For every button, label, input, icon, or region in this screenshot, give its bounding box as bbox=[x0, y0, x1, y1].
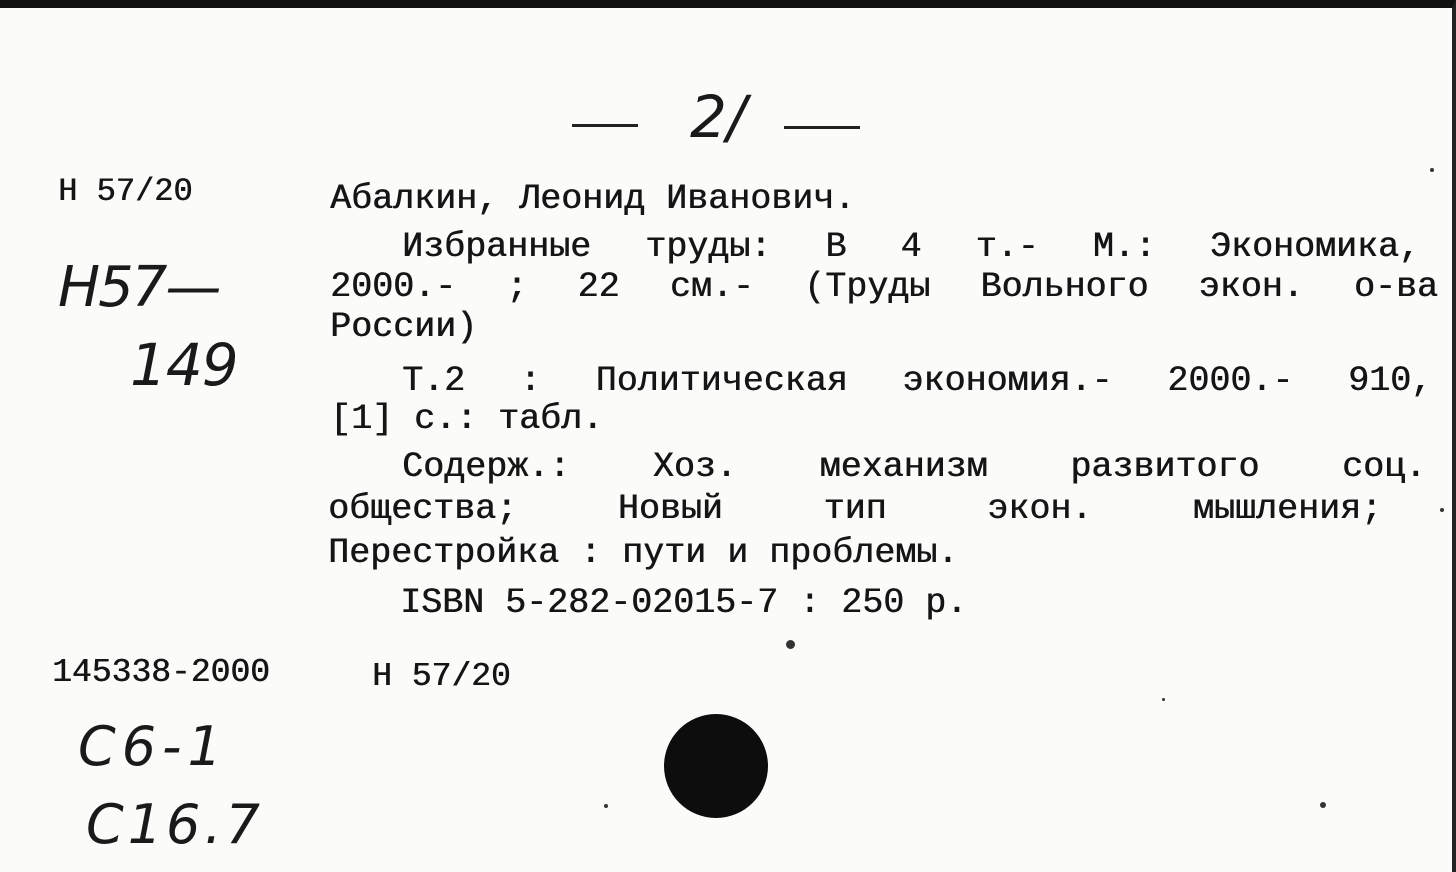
volume-word: 910, bbox=[1347, 361, 1432, 401]
scan-speck bbox=[1320, 802, 1326, 808]
volume-line-2: [1] с.: табл. bbox=[330, 399, 604, 439]
title-line-3: России) bbox=[330, 307, 478, 347]
contents-word: развитого bbox=[1070, 447, 1260, 487]
volume-word: 2000.- bbox=[1167, 361, 1294, 401]
title-word: труды: bbox=[645, 227, 772, 267]
title-word: ; bbox=[506, 267, 528, 307]
title-word: 2000.- bbox=[330, 267, 457, 307]
title-word: см.- bbox=[669, 267, 754, 307]
shelfmark: Н 57/20 bbox=[58, 173, 193, 210]
punch-hole bbox=[664, 714, 768, 818]
handwritten-note-2: С16.7 bbox=[86, 793, 264, 856]
volume-word: Политическая bbox=[595, 361, 848, 401]
contents-word: Новый bbox=[617, 489, 723, 529]
title-word: Избранные bbox=[402, 227, 592, 267]
isbn-line: ISBN 5-282-02015-7 : 250 р. bbox=[400, 583, 968, 623]
author-heading: Абалкин, Леонид Иванович. bbox=[330, 179, 856, 219]
inventory-shelfmark: Н 57/20 bbox=[372, 658, 511, 695]
contents-word: Хоз. bbox=[652, 447, 737, 487]
contents-word: Содерж.: bbox=[402, 447, 571, 487]
contents-word: мышления; bbox=[1192, 489, 1382, 529]
inventory-number: 145338-2000 bbox=[52, 654, 270, 691]
handwritten-shelf-code-line2: 149 bbox=[130, 331, 238, 399]
volume-line-1 bbox=[402, 361, 1432, 401]
handwritten-shelf-code-line1: Н57— bbox=[58, 255, 220, 320]
title-line-2 bbox=[330, 267, 1438, 307]
title-word: Экономика, bbox=[1209, 227, 1420, 267]
contents-word: механизм bbox=[819, 447, 988, 487]
contents-word: тип bbox=[823, 489, 887, 529]
title-word: о-ва bbox=[1353, 267, 1438, 307]
title-line-1 bbox=[402, 227, 1420, 267]
handwritten-note-1: С6-1 bbox=[78, 715, 228, 778]
volume-word: : bbox=[519, 361, 541, 401]
title-word: 4 bbox=[900, 227, 922, 267]
scan-speck bbox=[1440, 508, 1444, 512]
title-word: Вольного bbox=[980, 267, 1149, 307]
page-dash-left bbox=[572, 124, 638, 127]
title-word: экон. bbox=[1198, 267, 1304, 307]
scan-speck bbox=[604, 804, 608, 808]
title-word: В bbox=[825, 227, 847, 267]
contents-word: экон. bbox=[987, 489, 1093, 529]
contents-line-1 bbox=[402, 447, 1426, 487]
page-dash-right bbox=[784, 126, 860, 129]
title-word: т.- bbox=[975, 227, 1039, 267]
title-word: М.: bbox=[1092, 227, 1156, 267]
title-word: 22 bbox=[577, 267, 620, 307]
title-word: (Труды bbox=[804, 267, 931, 307]
contents-line-2 bbox=[328, 489, 1382, 529]
scan-speck bbox=[786, 640, 795, 649]
contents-word: соц. bbox=[1341, 447, 1426, 487]
volume-word: экономия.- bbox=[902, 361, 1113, 401]
volume-word: Т.2 bbox=[402, 361, 466, 401]
scan-speck bbox=[1162, 698, 1165, 701]
page-number-handwritten: 2/ bbox=[690, 83, 747, 151]
contents-word: общества; bbox=[328, 489, 518, 529]
scan-speck bbox=[1430, 168, 1434, 172]
contents-line-3: Перестройка : пути и проблемы. bbox=[328, 533, 959, 573]
